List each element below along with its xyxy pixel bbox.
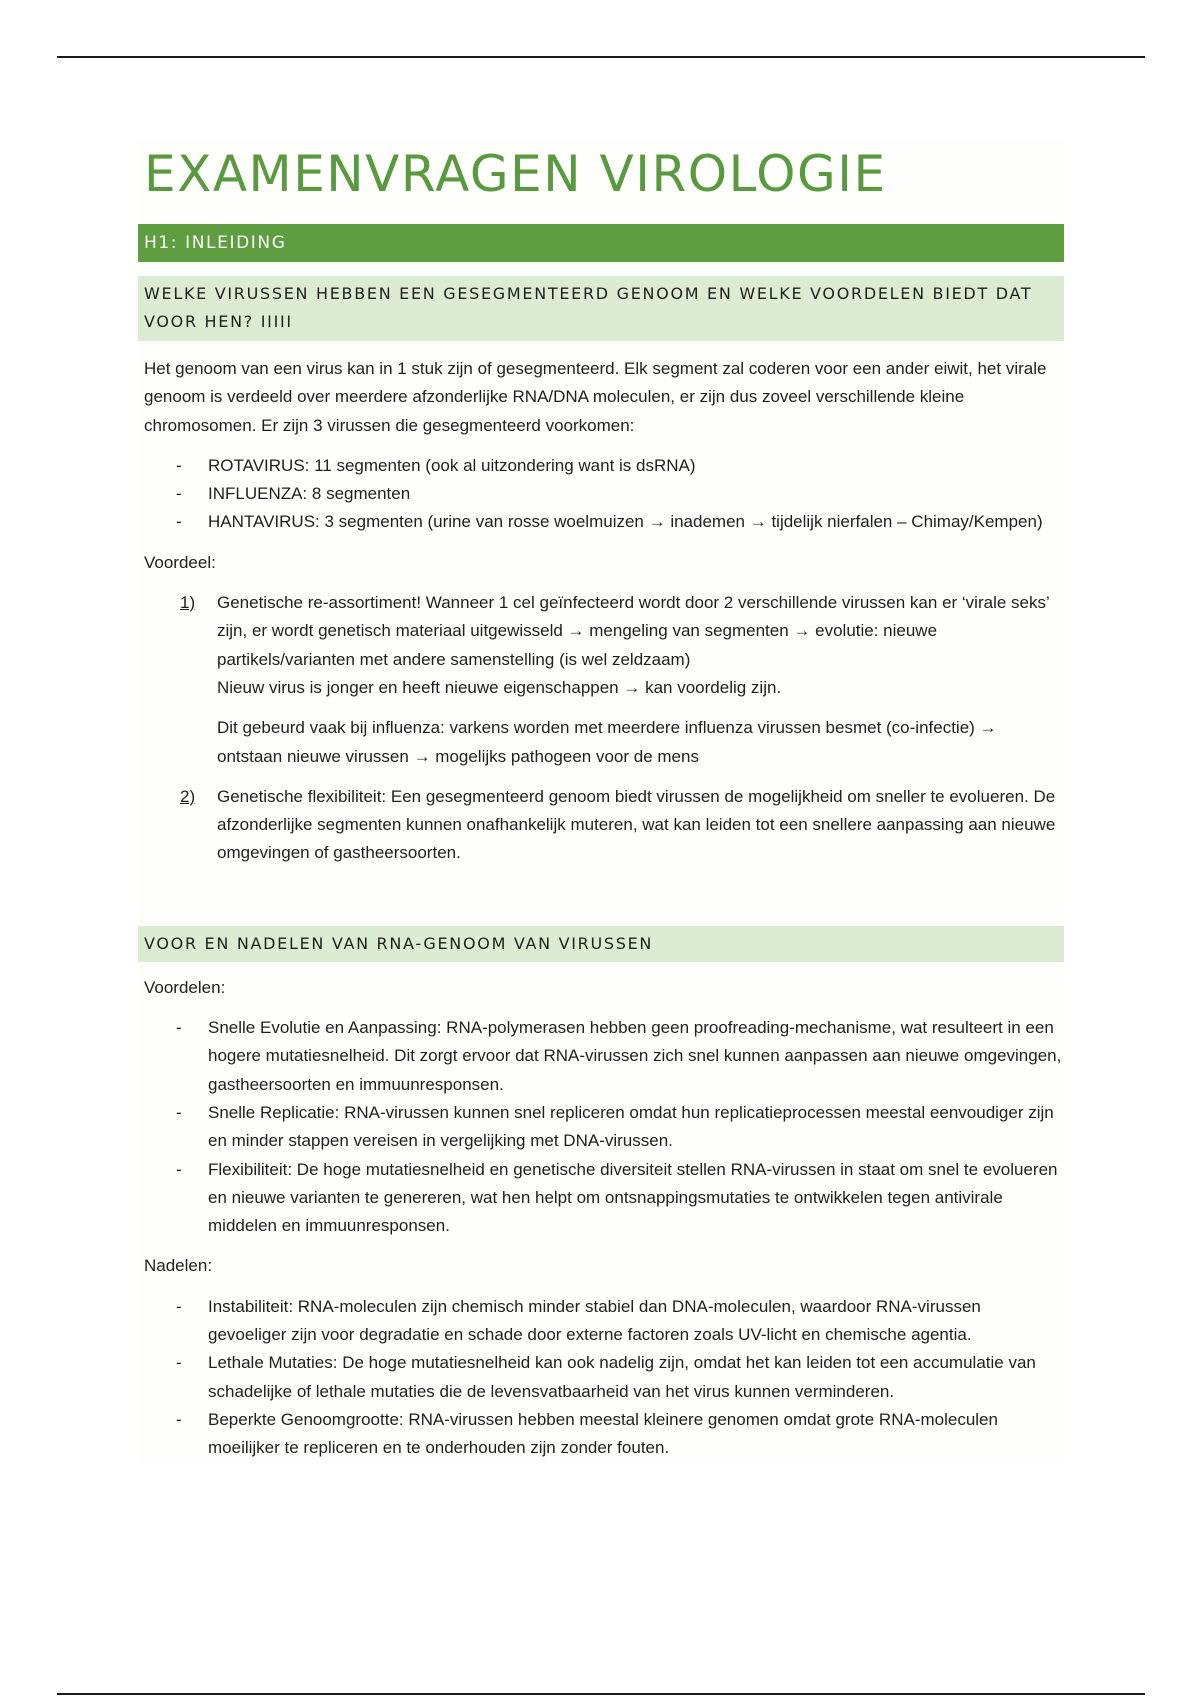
list-item: - Beperkte Genoomgrootte: RNA-virussen hebben meestal kleinere genomen omdat grote RNA-moleculen moeilijker te repliceren en te onderhouden zijn zonder fouten.: [144, 1406, 1064, 1463]
cons-list: [144, 1293, 1064, 1463]
document-body: [138, 140, 1064, 1463]
list-item: 1) Genetische re-assortiment! Wanneer 1 cel geïnfecteerd wordt door 2 verschillende virussen kan er ‘virale seks’ zijn, er wordt genetisch materiaal uitgewisseld → mengeling van segmenten → evolutie: nieuwe partikels/varianten met andere samenstelling (is wel zeldzaam) Nieuw virus is jonger en heeft nieuwe eigenschappen → kan voordelig zijn. Dit gebeurd vaak bij influenza: varkens worden met meerdere influenza virussen besmet (co-infectie) → ontstaan nieuwe virussen → mogelijks pathogeen voor de mens: [144, 589, 1064, 771]
list-item: - ROTAVIRUS: 11 segmenten (ook al uitzondering want is dsRNA): [144, 452, 1064, 480]
list-item: - INFLUENZA: 8 segmenten: [144, 480, 1064, 508]
intro-paragraph: Het genoom van een virus kan in 1 stuk zijn of gesegmenteerd. Elk segment zal coderen voor een ander eiwit, het virale genoom is verdeeld over meerdere afzonderlijke RNA/DNA moleculen, er zijn dus zoveel verschillende kleine chromosomen. Er zijn 3 virussen die gesegmenteerd voorkomen:: [144, 359, 1047, 435]
dash-bullet: -: [176, 484, 182, 504]
list-item: - Instabiliteit: RNA-moleculen zijn chemisch minder stabiel dan DNA-moleculen, waardoor RNA-virussen gevoeliger zijn voor degradatie en schade door externe factoren zoals UV-licht en chemische agentia.: [144, 1293, 1064, 1350]
list-item: - HANTAVIRUS: 3 segmenten (urine van rosse woelmuizen → inademen → tijdelijk nierfalen – Chimay/Kempen): [144, 508, 1064, 536]
list-item: - Lethale Mutaties: De hoge mutatiesnelheid kan ook nadelig zijn, omdat het kan leiden tot een accumulatie van schadelijke of lethale mutaties die de levensvatbaarheid van het virus kunnen verminderen.: [144, 1349, 1064, 1406]
pros-list: [144, 1014, 1064, 1240]
list-number: 1): [180, 593, 196, 613]
dash-bullet: -: [176, 1409, 182, 1429]
advantages-list: [144, 589, 1064, 868]
section-heading-segmented-genome: WELKE VIRUSSEN HEBBEN EEN GESEGMENTEERD GENOOM EN WELKE VOORDELEN BIEDT DAT VOOR HEN? IIIII: [138, 276, 1064, 341]
advantage-label: Voordeel:: [144, 552, 216, 572]
list-item: 2) Genetische flexibiliteit: Een gesegmenteerd genoom biedt virussen de mogelijkheid om sneller te evolueren. De afzonderlijke segmenten kunnen onafhankelijk muteren, wat kan leiden tot een snellere aanpassing aan nieuwe omgevingen of gastheersoorten.: [144, 783, 1064, 868]
list-item: - Snelle Replicatie: RNA-virussen kunnen snel repliceren omdat hun replicatieprocessen meestal eenvoudiger zijn en minder stappen vereisen in vergelijking met DNA-virussen.: [144, 1099, 1064, 1156]
chapter-heading: H1: INLEIDING: [138, 224, 1064, 262]
cons-label: Nadelen:: [144, 1256, 213, 1276]
bottom-rule: [57, 1693, 1145, 1695]
dash-bullet: -: [176, 1296, 182, 1316]
section-heading-rna-genome: VOOR EN NADELEN VAN RNA-GENOOM VAN VIRUSSEN: [138, 926, 1064, 962]
list-item: - Flexibiliteit: De hoge mutatiesnelheid en genetische diversiteit stellen RNA-virussen in staat om snel te evolueren en nieuwe varianten te genereren, wat hen helpt om ontsnappingsmutaties te ontwikkelen tegen antivirale middelen en immuunresponsen.: [144, 1156, 1064, 1241]
dash-bullet: -: [176, 1159, 182, 1179]
dash-bullet: -: [176, 455, 182, 475]
list-item: - Snelle Evolutie en Aanpassing: RNA-polymerasen hebben geen proofreading-mechanisme, wat resulteert in een hogere mutatiesnelheid. Dit zorgt ervoor dat RNA-virussen zich snel kunnen aanpassen aan nieuwe omgevingen, gastheersoorten en immuunresponsen.: [144, 1014, 1064, 1099]
dash-bullet: -: [176, 1353, 182, 1373]
dash-bullet: -: [176, 512, 182, 532]
dash-bullet: -: [176, 1018, 182, 1038]
pros-label: Voordelen:: [144, 977, 226, 997]
top-rule: [57, 56, 1145, 58]
document-title: EXAMENVRAGEN VIROLOGIE: [144, 145, 887, 203]
dash-bullet: -: [176, 1102, 182, 1122]
segmented-virus-list: [144, 452, 1064, 537]
list-number: 2): [180, 786, 196, 806]
